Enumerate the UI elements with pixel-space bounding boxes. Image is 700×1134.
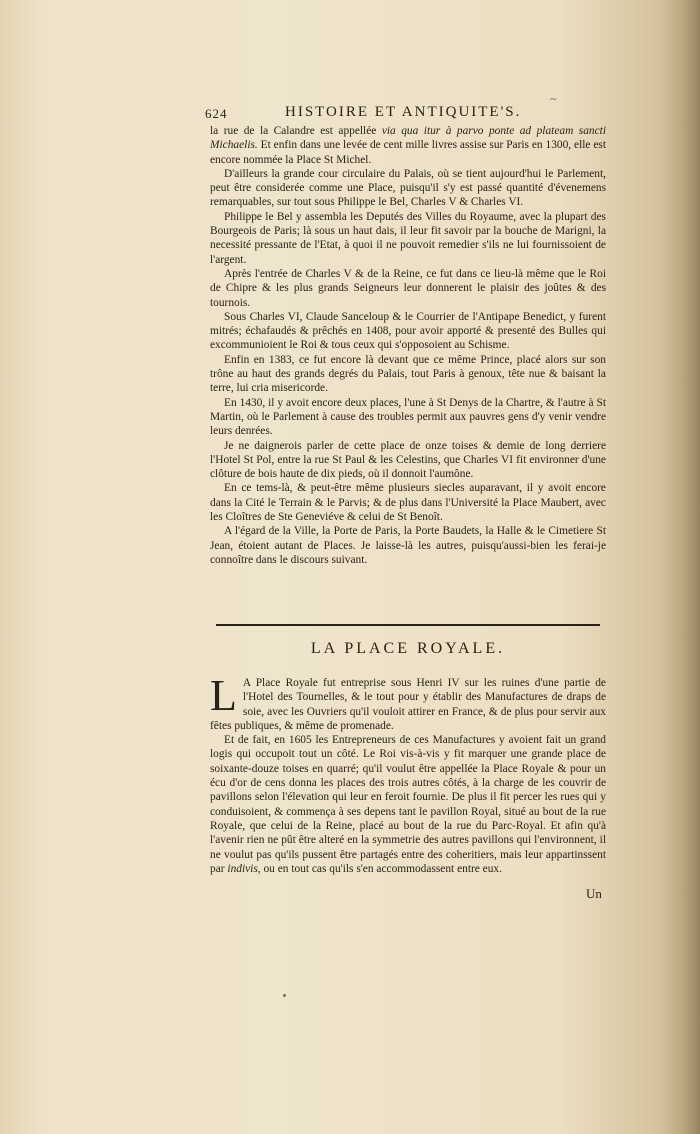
- paragraph: Sous Charles VI, Claude Sanceloup & le Courrier de l'Antipape Benedict, y furent mitrés; échafaudés & prêchés en 1408, pour avoir apporté & presenté des Bulles qui excommunioient le Roi & tous ceux qui s'opposoient au Schisme.: [210, 310, 606, 352]
- paragraph: Enfin en 1383, ce fut encore là devant que ce même Prince, placé alors sur son trône au haut des grands degrés du Palais, tout Paris à genoux, tête nue & baisant la terre, lui cria misericorde.: [210, 353, 606, 395]
- page-fold-shadow: [662, 0, 700, 1134]
- paragraph: D'ailleurs la grande cour circulaire du Palais, où se tient aujourd'hui le Parlement, peut être considerée comme une Place, puisqu'il s'y est passé quantité d'évenemens remarquables, sur tout sous Philippe le Bel, Charles V & Charles VI.: [210, 167, 606, 209]
- paragraph: A l'égard de la Ville, la Porte de Paris, la Porte Baudets, la Halle & le Cimetiere St Jean, étoient autant de Places. Je laisse-là les autres, puisqu'aussi-bien les ferai-je connoître dans le discours suivant.: [210, 525, 606, 566]
- paragraph: Philippe le Bel y assembla les Deputés des Villes du Royaume, avec la plupart des Bourgeois de Paris; là sous un haut dais, il leur fit savoir par la bouche de Marigni, la necessité pressante de l'Etat, à quoi il ne pouvoit remedier s'ils ne lui fournissoient de l'argent.: [210, 210, 606, 266]
- margin-mark: ~: [550, 92, 558, 106]
- paragraph: la rue de la Calandre est appellée via qua itur à parvo ponte ad plateam sancti Michaelis. Et enfin dans une levée de cent mille livres assise sur Paris en 1300, elle est encore nommée la Place St Michel.: [210, 125, 606, 166]
- paragraph: En 1430, il y avoit encore deux places, l'une à St Denys de la Chartre, & l'autre à St Martin, où le Parlement à cause des troubles permit aux pauvres gens d'y venir vendre leurs denrées.: [210, 396, 606, 438]
- paragraph: En ce tems-là, & peut-être même plusieurs siecles auparavant, il y avoit encore dans la Cité le Terrain & le Parvis; & de plus dans l'Université la Place Maubert, avec les Cloîtres de Ste Geneviéve & celui de St Benoît.: [210, 482, 606, 524]
- drop-cap: L: [210, 671, 237, 720]
- page-header: [205, 92, 605, 126]
- paragraph: Et de fait, en 1605 les Entrepreneurs de ces Manufactures y avoient fait un grand logis qui occupoit tout un côté. Le Roi vis-à-vis y fit marquer une grande place de soixante-douze toises en quarré; qu'il voulut être appellée la Place Royale & pour un écu d'or de cens donna les places des trois autres côtés, à la charge de les couvrir de pavillons selon l'élevation qui leur en feroit fournie. De plus il fit percer les rues qui y conduisoient, & commença à ses depens tant le pavillon Royal, situé au bout de la rue Royale, que celui de la Reine, placé au bout de la rue du Parc-Royal. Et afin qu'à l'avenir rien ne pût être alteré en la symmetrie des autres pavillons qui l'environnent, il ne voulut pas qu'ils pussent être partagés entre des coheritiers, mais leur appartinssent par indivis, ou en tout cas qu'ils s'en accommodassent entre eux.: [210, 734, 606, 875]
- running-title: HISTOIRE ET ANTIQUITE'S.: [285, 104, 522, 120]
- section-divider: [216, 624, 600, 626]
- section-title: LA PLACE ROYALE.: [310, 640, 506, 657]
- section-text: [210, 671, 606, 876]
- body-text: [210, 124, 606, 567]
- paper-blemish: [283, 994, 286, 997]
- page-number: 624: [205, 106, 228, 121]
- catchword: Un: [586, 886, 602, 901]
- paragraph: Après l'entrée de Charles V & de la Reine, ce fut dans ce lieu-là même que le Roi de Chipre & les plus grands Seigneurs leur donnerent le plaisir des joûtes & des tournois.: [210, 267, 606, 309]
- paragraph: Je ne daignerois parler de cette place de onze toises & demie de long derriere l'Hotel St Pol, entre la rue St Paul & les Celestins, que Charles VI fit environner d'une clôture de bois haute de dix pieds, où il donnoit l'aumône.: [210, 439, 606, 481]
- paragraph: A Place Royale fut entreprise sous Henri IV sur les ruines d'une partie de l'Hotel des Tournelles, & le tout pour y établir des Manufactures de draps de soie, avec les Ouvriers qu'il vouloit attirer en France, & de plus pour servir aux fêtes publiques, & même de promenade.: [210, 677, 606, 732]
